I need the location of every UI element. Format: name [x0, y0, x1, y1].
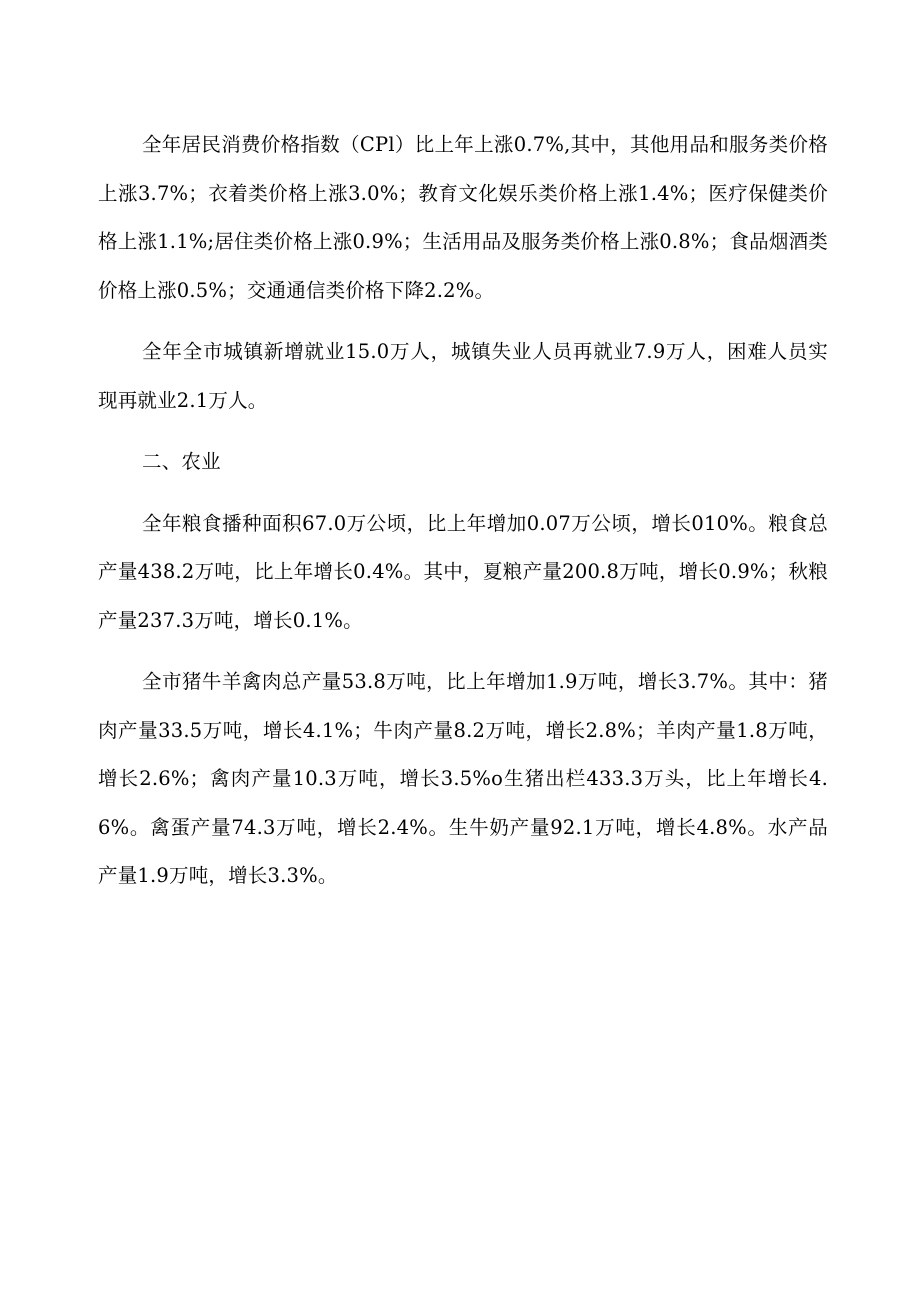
document-body	[98, 121, 828, 914]
paragraph-livestock: 全市猪牛羊禽肉总产量53.8万吨，比上年增加1.9万吨，增长3.7%。其中：猪肉产量33.5万吨，增长4.1%；牛肉产量8.2万吨，增长2.8%；羊肉产量1.8万吨，增长2.6%；禽肉产量10.3万吨，增长3.5%o生猪出栏433.3万头，比上年增长4.6%。禽蛋产量74.3万吨，增长2.4%。生牛奶产量92.1万吨，增长4.8%。水产品产量1.9万吨，增长3.3%。	[98, 670, 828, 887]
paragraph-grain: 全年粮食播种面积67.0万公顷，比上年增加0.07万公顷，增长010%。粮食总产量438.2万吨，比上年增长0.4%。其中，夏粮产量200.8万吨，增长0.9%；秋粮产量237.3万吨，增长0.1%。	[98, 511, 828, 632]
section-heading-agriculture: 二、农业	[142, 450, 221, 473]
paragraph-employment: 全年全市城镇新增就业15.0万人，城镇失业人员再就业7.9万人，困难人员实现再就业2.1万人。	[98, 340, 828, 412]
paragraph-cpi: 全年居民消费价格指数（CPl）比上年上涨0.7%,其中，其他用品和服务类价格上涨3.7%；衣着类价格上涨3.0%；教育文化娱乐类价格上涨1.4%；医疗保健类价格上涨1.1%;居住类价格上涨0.9%；生活用品及服务类价格上涨0.8%；食品烟酒类价格上涨0.5%；交通通信类价格下降2.2%。	[98, 133, 828, 302]
